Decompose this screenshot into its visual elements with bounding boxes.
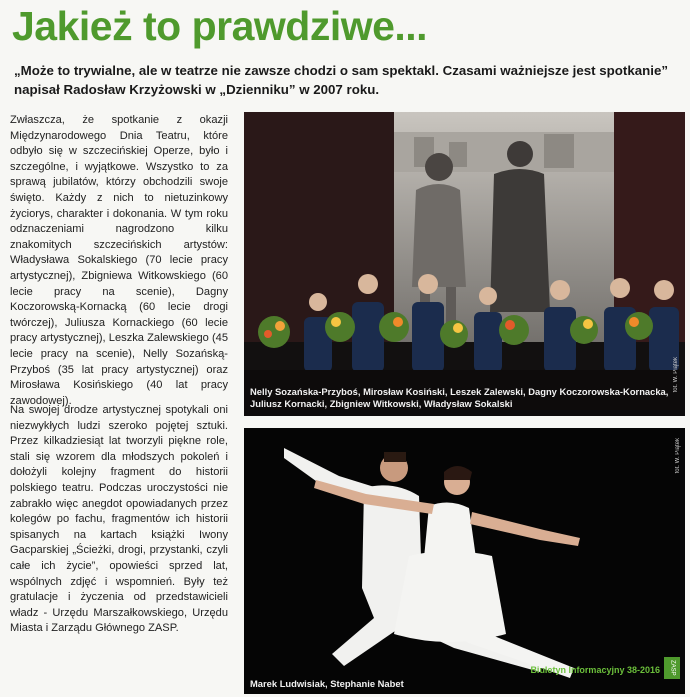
article-paragraph-2: Na swojej drodze artystycznej spotykali oni niezwykłych ludzi szeroko pojętej sztuki. Przez kilkadziesiąt lat tworzyli piękne role, stali się wzorem dla młodszych pokoleń i dołożyli kolejny fragment do historii polskiego teatru. Podczas uroczystości nie zabrakło więc anegdot opowiadanych przez kolegów po fachu, fragmentów ich historii spisanych na kartach książki Iwony Gacparskiej „Ścieżki, drogi, przystanki, czyli całe ich życie”, opowieści sprzed lat, wspólnych zdjęć i wspomnień. Były też gratulacje i życzenia od przedstawicieli władz - Urzędu Marszałkowskiego, Urzędu Miasta i Zarządu Głównego ZASP. (10, 404, 228, 635)
article-paragraph-1: Zwłaszcza, że spotkanie z okazji Międzynarodowego Dnia Teatru, które odbyło się w szczecińskiej Operze, było i szczególne, i wyjątkowe. Wszystko to za sprawą jubilatów, którzy obchodzili swoje święto. Każdy z nich to nietuzinkowy życiorys, charakter i dokonania. W tym roku odznaczeniami nagrodzono kilku znakomitych szczecińskich artystów: Władysława Sokalskiego (70 lecie pracy artystycznej), Zbigniewa Witkowskiego (60 lecie pracy na scenie), Dagny Koczorowską-Kornacką (60 lecie drogi twórczej), Juliusza Kornackiego (60 lecie pracy artystycznej), Leszka Zalewskiego (45 lecie pracy na scenie), Nelly Sozańską-Przyboś (35 lat pracy artystycznej) oraz Mirosława Kosińskiego (40 lat pracy zawodowej). (10, 114, 228, 407)
ballet-photo (244, 428, 685, 694)
jubilees-photo-image (244, 112, 685, 416)
article-lead: „Może to trywialne, ale w teatrze nie zawsze chodzi o sam spektakl. Czasami ważniejsze jest spotkanie” napisał Radosław Krzyżowski w „Dzienniku” w 2007 roku. (14, 63, 668, 97)
ballet-photo-image (244, 428, 685, 694)
photo-credit: fot. W. Piątek (675, 438, 681, 474)
photo-credit: fot. W. Piątek (673, 357, 679, 393)
bulletin-footer: Biuletyn Informacyjny 38-2016 (530, 665, 660, 675)
photo-caption: Marek Ludwisiak, Stephanie Nabet (250, 678, 404, 689)
zasp-logo: ZASP (664, 657, 680, 679)
photo-caption: Nelly Sozańska-Przyboś, Mirosław Kosiński, Leszek Zalewski, Dagny Koczorowska-Kornacka, Juliusz Kornacki, Zbigniew Witkowski, Władysław Sokalski (250, 386, 669, 409)
jubilees-photo (244, 112, 685, 416)
article-title: Jakież to prawdziwe... (12, 3, 428, 49)
